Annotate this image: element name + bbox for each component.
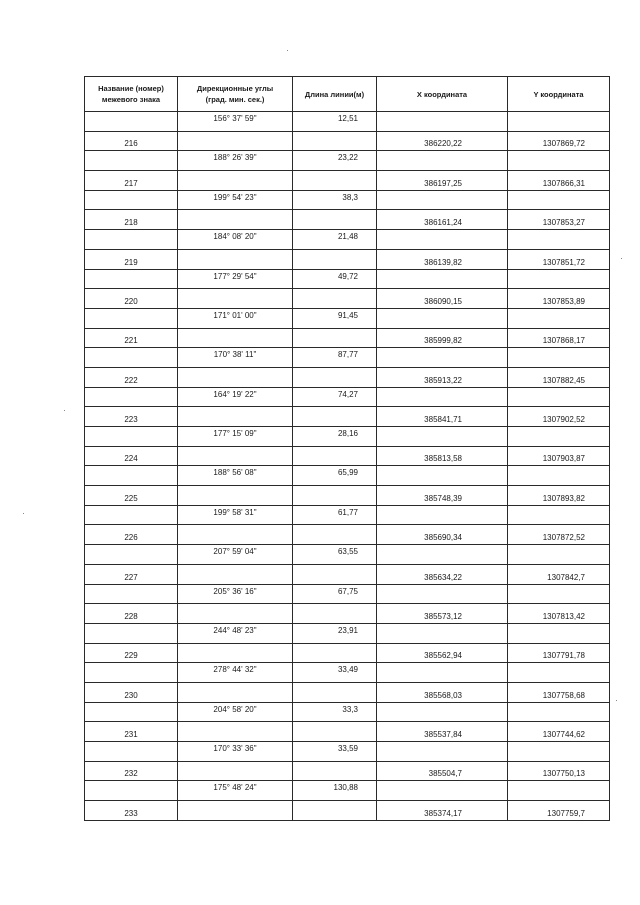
line-length-cell: 12,51 — [293, 112, 377, 132]
y-coordinate-cell: 1307902,52 — [508, 407, 610, 427]
empty-cell — [178, 328, 293, 348]
empty-cell — [508, 466, 610, 486]
direction-angle-cell: 170° 33' 36" — [178, 742, 293, 762]
header-direction-angle-line2: (град. мин. сек.) — [205, 95, 265, 104]
scan-speck — [287, 50, 288, 51]
y-coordinate-cell: 1307851,72 — [508, 249, 610, 269]
y-coordinate-cell: 1307853,27 — [508, 210, 610, 230]
mark-name-cell: 229 — [85, 643, 178, 663]
mark-name-cell: 216 — [85, 131, 178, 151]
empty-cell — [508, 742, 610, 762]
empty-cell — [178, 171, 293, 191]
empty-cell — [293, 604, 377, 624]
mark-name-cell: 219 — [85, 249, 178, 269]
segment-row — [85, 308, 610, 328]
empty-cell — [178, 722, 293, 742]
empty-cell — [377, 427, 508, 447]
segment-row — [85, 190, 610, 210]
segment-row — [85, 702, 610, 722]
empty-cell — [377, 466, 508, 486]
empty-cell — [508, 505, 610, 525]
direction-angle-cell: 184° 08' 20" — [178, 230, 293, 250]
x-coordinate-cell: 385999,82 — [377, 328, 508, 348]
mark-name-cell: 221 — [85, 328, 178, 348]
empty-cell — [85, 387, 178, 407]
mark-name-cell: 217 — [85, 171, 178, 191]
empty-cell — [293, 131, 377, 151]
line-length-cell: 74,27 — [293, 387, 377, 407]
segment-row — [85, 584, 610, 604]
point-row — [85, 682, 610, 702]
empty-cell — [508, 545, 610, 565]
empty-cell — [377, 545, 508, 565]
empty-cell — [293, 210, 377, 230]
x-coordinate-cell: 386139,82 — [377, 249, 508, 269]
empty-cell — [293, 249, 377, 269]
direction-angle-cell: 207° 59' 04" — [178, 545, 293, 565]
direction-angle-cell: 156° 37' 59" — [178, 112, 293, 132]
empty-cell — [293, 486, 377, 506]
empty-cell — [85, 308, 178, 328]
empty-cell — [85, 623, 178, 643]
mark-name-cell: 230 — [85, 682, 178, 702]
empty-cell — [85, 190, 178, 210]
point-row — [85, 289, 610, 309]
empty-cell — [178, 210, 293, 230]
mark-name-cell: 218 — [85, 210, 178, 230]
empty-cell — [85, 742, 178, 762]
line-length-cell: 33,59 — [293, 742, 377, 762]
empty-cell — [377, 269, 508, 289]
empty-cell — [508, 702, 610, 722]
header-y-coordinate: Y координата — [508, 77, 610, 112]
y-coordinate-cell: 1307759,7 — [508, 801, 610, 821]
empty-cell — [293, 367, 377, 387]
x-coordinate-cell: 386090,15 — [377, 289, 508, 309]
direction-angle-cell: 199° 58' 31" — [178, 505, 293, 525]
empty-cell — [377, 151, 508, 171]
empty-cell — [293, 682, 377, 702]
empty-cell — [293, 525, 377, 545]
segment-row — [85, 623, 610, 643]
header-direction-angle — [178, 77, 293, 112]
line-length-cell: 38,3 — [293, 190, 377, 210]
point-row — [85, 604, 610, 624]
segment-row — [85, 230, 610, 250]
point-row — [85, 486, 610, 506]
line-length-cell: 23,91 — [293, 623, 377, 643]
empty-cell — [377, 505, 508, 525]
direction-angle-cell: 244° 48' 23" — [178, 623, 293, 643]
x-coordinate-cell: 385748,39 — [377, 486, 508, 506]
line-length-cell: 28,16 — [293, 427, 377, 447]
line-length-cell: 130,88 — [293, 781, 377, 801]
empty-cell — [293, 289, 377, 309]
boundary-coordinates-table — [84, 76, 610, 821]
segment-row — [85, 112, 610, 132]
x-coordinate-cell: 385813,58 — [377, 446, 508, 466]
empty-cell — [293, 722, 377, 742]
segment-row — [85, 269, 610, 289]
mark-name-cell: 226 — [85, 525, 178, 545]
mark-name-cell: 232 — [85, 761, 178, 781]
empty-cell — [178, 289, 293, 309]
mark-name-cell: 224 — [85, 446, 178, 466]
line-length-cell: 61,77 — [293, 505, 377, 525]
line-length-cell: 33,49 — [293, 663, 377, 683]
y-coordinate-cell: 1307868,17 — [508, 328, 610, 348]
empty-cell — [377, 112, 508, 132]
segment-row — [85, 151, 610, 171]
mark-name-cell: 231 — [85, 722, 178, 742]
table-header-row — [85, 77, 610, 112]
x-coordinate-cell: 385374,17 — [377, 801, 508, 821]
y-coordinate-cell: 1307872,52 — [508, 525, 610, 545]
y-coordinate-cell: 1307750,13 — [508, 761, 610, 781]
point-row — [85, 564, 610, 584]
scan-speck — [64, 410, 65, 411]
line-length-cell: 23,22 — [293, 151, 377, 171]
empty-cell — [293, 564, 377, 584]
y-coordinate-cell: 1307882,45 — [508, 367, 610, 387]
empty-cell — [508, 584, 610, 604]
direction-angle-cell: 204° 58' 20" — [178, 702, 293, 722]
empty-cell — [85, 151, 178, 171]
empty-cell — [178, 407, 293, 427]
point-row — [85, 446, 610, 466]
header-x-coordinate: X координата — [377, 77, 508, 112]
empty-cell — [377, 702, 508, 722]
segment-row — [85, 742, 610, 762]
empty-cell — [293, 761, 377, 781]
mark-name-cell: 223 — [85, 407, 178, 427]
point-row — [85, 131, 610, 151]
direction-angle-cell: 177° 29' 54" — [178, 269, 293, 289]
empty-cell — [377, 190, 508, 210]
empty-cell — [508, 348, 610, 368]
empty-cell — [178, 604, 293, 624]
segment-row — [85, 466, 610, 486]
y-coordinate-cell: 1307791,78 — [508, 643, 610, 663]
mark-name-cell: 220 — [85, 289, 178, 309]
empty-cell — [85, 269, 178, 289]
empty-cell — [508, 230, 610, 250]
direction-angle-cell: 188° 56' 08" — [178, 466, 293, 486]
y-coordinate-cell: 1307866,31 — [508, 171, 610, 191]
empty-cell — [508, 663, 610, 683]
empty-cell — [293, 643, 377, 663]
empty-cell — [377, 623, 508, 643]
header-mark-name-line1: Название (номер) — [98, 84, 164, 93]
empty-cell — [508, 269, 610, 289]
point-row — [85, 643, 610, 663]
empty-cell — [377, 781, 508, 801]
empty-cell — [293, 407, 377, 427]
y-coordinate-cell: 1307903,87 — [508, 446, 610, 466]
segment-row — [85, 781, 610, 801]
y-coordinate-cell: 1307744,62 — [508, 722, 610, 742]
point-row — [85, 249, 610, 269]
line-length-cell: 33,3 — [293, 702, 377, 722]
segment-row — [85, 505, 610, 525]
direction-angle-cell: 170° 38' 11" — [178, 348, 293, 368]
empty-cell — [178, 643, 293, 663]
empty-cell — [178, 446, 293, 466]
empty-cell — [178, 249, 293, 269]
empty-cell — [85, 466, 178, 486]
y-coordinate-cell: 1307853,89 — [508, 289, 610, 309]
empty-cell — [377, 308, 508, 328]
empty-cell — [178, 131, 293, 151]
empty-cell — [293, 171, 377, 191]
x-coordinate-cell: 385690,34 — [377, 525, 508, 545]
empty-cell — [508, 112, 610, 132]
line-length-cell: 87,77 — [293, 348, 377, 368]
direction-angle-cell: 177° 15' 09" — [178, 427, 293, 447]
empty-cell — [508, 151, 610, 171]
header-line-length: Длина линии(м) — [293, 77, 377, 112]
x-coordinate-cell: 386161,24 — [377, 210, 508, 230]
header-mark-name-line2: межевого знака — [101, 95, 161, 104]
segment-row — [85, 427, 610, 447]
y-coordinate-cell: 1307869,72 — [508, 131, 610, 151]
y-coordinate-cell: 1307813,42 — [508, 604, 610, 624]
y-coordinate-cell: 1307758,68 — [508, 682, 610, 702]
mark-name-cell: 225 — [85, 486, 178, 506]
segment-row — [85, 663, 610, 683]
empty-cell — [377, 230, 508, 250]
x-coordinate-cell: 385573,12 — [377, 604, 508, 624]
empty-cell — [85, 112, 178, 132]
empty-cell — [508, 190, 610, 210]
empty-cell — [178, 525, 293, 545]
empty-cell — [377, 348, 508, 368]
header-direction-angle-line1: Дирекционные углы — [196, 84, 274, 93]
segment-row — [85, 387, 610, 407]
line-length-cell: 63,55 — [293, 545, 377, 565]
line-length-cell: 67,75 — [293, 584, 377, 604]
point-row — [85, 407, 610, 427]
header-mark-name — [85, 77, 178, 112]
point-row — [85, 210, 610, 230]
point-row — [85, 171, 610, 191]
empty-cell — [377, 387, 508, 407]
empty-cell — [508, 427, 610, 447]
empty-cell — [293, 801, 377, 821]
empty-cell — [85, 505, 178, 525]
x-coordinate-cell: 385841,71 — [377, 407, 508, 427]
empty-cell — [377, 742, 508, 762]
empty-cell — [508, 623, 610, 643]
empty-cell — [508, 308, 610, 328]
empty-cell — [178, 367, 293, 387]
empty-cell — [178, 564, 293, 584]
empty-cell — [85, 348, 178, 368]
empty-cell — [178, 486, 293, 506]
x-coordinate-cell: 385504,7 — [377, 761, 508, 781]
point-row — [85, 328, 610, 348]
empty-cell — [85, 781, 178, 801]
segment-row — [85, 545, 610, 565]
x-coordinate-cell: 385634,22 — [377, 564, 508, 584]
empty-cell — [293, 328, 377, 348]
point-row — [85, 761, 610, 781]
direction-angle-cell: 164° 19' 22" — [178, 387, 293, 407]
scan-speck — [616, 700, 617, 701]
direction-angle-cell: 205° 36' 16" — [178, 584, 293, 604]
empty-cell — [85, 545, 178, 565]
empty-cell — [293, 446, 377, 466]
scan-speck — [621, 258, 622, 259]
x-coordinate-cell: 385913,22 — [377, 367, 508, 387]
segment-row — [85, 348, 610, 368]
empty-cell — [85, 584, 178, 604]
empty-cell — [178, 801, 293, 821]
line-length-cell: 49,72 — [293, 269, 377, 289]
empty-cell — [178, 682, 293, 702]
direction-angle-cell: 175° 48' 24" — [178, 781, 293, 801]
x-coordinate-cell: 385562,94 — [377, 643, 508, 663]
line-length-cell: 91,45 — [293, 308, 377, 328]
line-length-cell: 21,48 — [293, 230, 377, 250]
empty-cell — [85, 230, 178, 250]
empty-cell — [377, 584, 508, 604]
empty-cell — [377, 663, 508, 683]
empty-cell — [508, 781, 610, 801]
empty-cell — [85, 663, 178, 683]
mark-name-cell: 228 — [85, 604, 178, 624]
direction-angle-cell: 188° 26' 39" — [178, 151, 293, 171]
y-coordinate-cell: 1307893,82 — [508, 486, 610, 506]
direction-angle-cell: 278° 44' 32" — [178, 663, 293, 683]
point-row — [85, 525, 610, 545]
line-length-cell: 65,99 — [293, 466, 377, 486]
empty-cell — [178, 761, 293, 781]
mark-name-cell: 233 — [85, 801, 178, 821]
direction-angle-cell: 199° 54' 23" — [178, 190, 293, 210]
mark-name-cell: 222 — [85, 367, 178, 387]
empty-cell — [508, 387, 610, 407]
y-coordinate-cell: 1307842,7 — [508, 564, 610, 584]
point-row — [85, 367, 610, 387]
scan-speck — [23, 513, 24, 514]
x-coordinate-cell: 385568,03 — [377, 682, 508, 702]
direction-angle-cell: 171° 01' 00" — [178, 308, 293, 328]
mark-name-cell: 227 — [85, 564, 178, 584]
x-coordinate-cell: 385537,84 — [377, 722, 508, 742]
point-row — [85, 722, 610, 742]
point-row — [85, 801, 610, 821]
x-coordinate-cell: 386220,22 — [377, 131, 508, 151]
x-coordinate-cell: 386197,25 — [377, 171, 508, 191]
empty-cell — [85, 427, 178, 447]
empty-cell — [85, 702, 178, 722]
